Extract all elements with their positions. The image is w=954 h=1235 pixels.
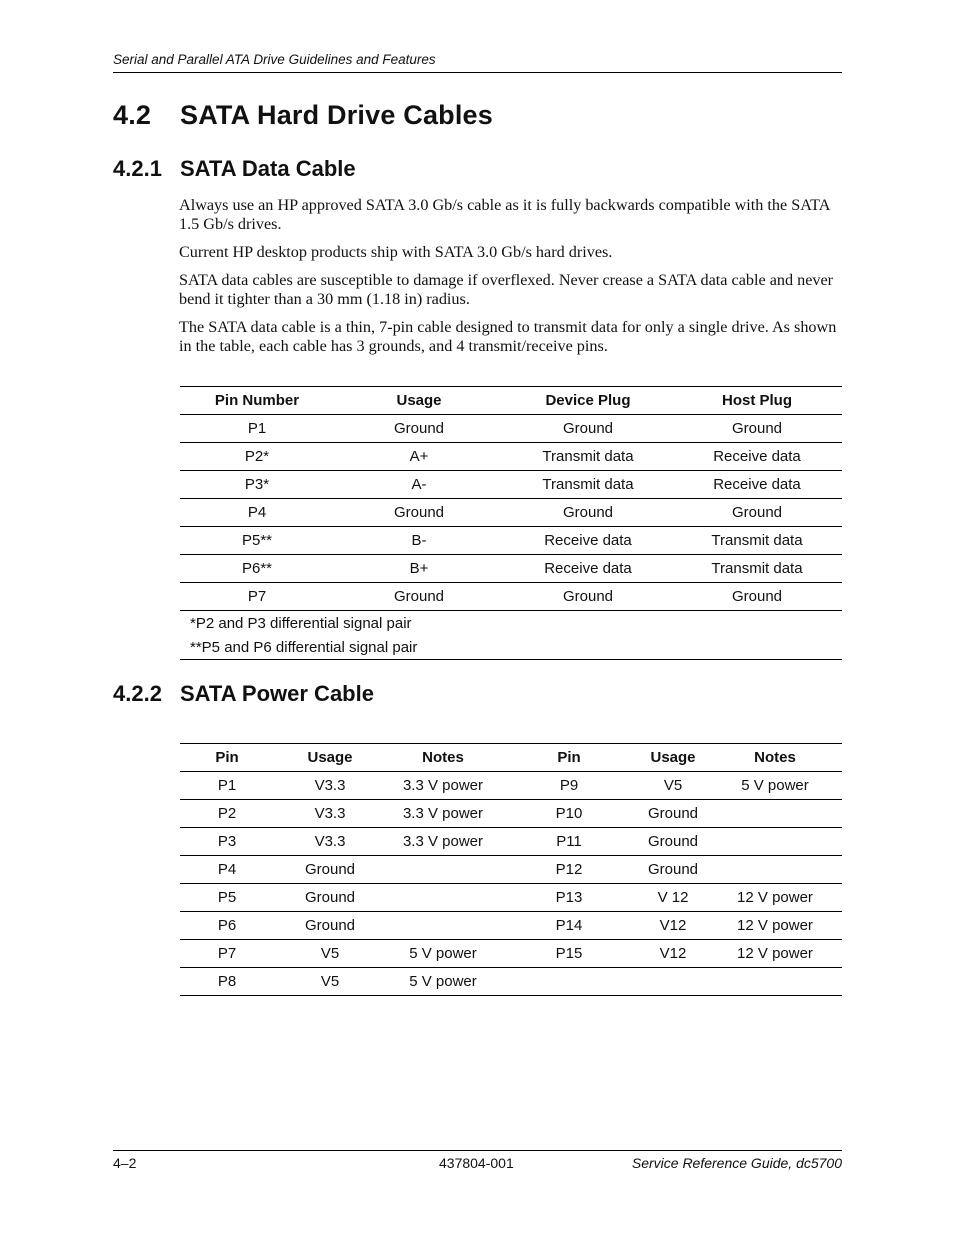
table-row [180, 583, 842, 611]
table-cell: B- [334, 527, 504, 555]
table-note: *P2 and P3 differential signal pair [190, 614, 412, 632]
table-header-row [180, 744, 842, 772]
table-row [180, 912, 842, 940]
table-cell: 5 V power [708, 772, 842, 800]
column-header: Usage [274, 744, 386, 772]
table-cell: B+ [334, 555, 504, 583]
table-note-row [180, 611, 842, 636]
table-cell: Ground [504, 499, 672, 527]
data-cable-number: 4.2.1 [113, 156, 162, 181]
table-cell: P1 [180, 772, 274, 800]
table-cell [708, 828, 842, 856]
table-row [180, 443, 842, 471]
table-cell: Transmit data [672, 555, 842, 583]
table-cell: Ground [638, 800, 708, 828]
table-row [180, 884, 842, 912]
table-cell: Ground [504, 415, 672, 443]
table-cell: V3.3 [274, 828, 386, 856]
table-cell: P2* [180, 443, 334, 471]
table-cell: Ground [334, 583, 504, 611]
table-cell: V12 [638, 940, 708, 968]
column-header: Notes [386, 744, 500, 772]
section-number: 4.2 [113, 100, 152, 130]
table-cell: V5 [274, 940, 386, 968]
column-header: Notes [708, 744, 842, 772]
table-cell: P3* [180, 471, 334, 499]
table-cell: 5 V power [386, 940, 500, 968]
data-cable-paragraph-4: The SATA data cable is a thin, 7-pin cable designed to transmit data for only a single drive. As shown in the table, each cable has 3 grounds, and 4 transmit/receive pins. [179, 318, 837, 355]
table-row [180, 772, 842, 800]
table-cell: Transmit data [504, 443, 672, 471]
table-row [180, 555, 842, 583]
table-cell: P7 [180, 583, 334, 611]
table-cell: V12 [638, 912, 708, 940]
table-cell: Ground [274, 912, 386, 940]
table-header-row [180, 387, 842, 415]
table-cell: V3.3 [274, 800, 386, 828]
table-cell [708, 800, 842, 828]
column-header: Pin [500, 744, 638, 772]
table-cell [500, 968, 638, 996]
table-cell: 5 V power [386, 968, 500, 996]
table-cell: 3.3 V power [386, 772, 500, 800]
running-header-title: Serial and Parallel ATA Drive Guidelines and Features [113, 52, 436, 67]
table-cell [638, 968, 708, 996]
table-row [180, 940, 842, 968]
table-cell: P12 [500, 856, 638, 884]
table-cell: Ground [672, 415, 842, 443]
table-cell [708, 856, 842, 884]
table-cell: P8 [180, 968, 274, 996]
table-cell: P4 [180, 856, 274, 884]
data-cable-paragraph-1: Always use an HP approved SATA 3.0 Gb/s cable as it is fully backwards compatible with the SATA 1.5 Gb/s drives. [179, 196, 830, 233]
table-cell: P3 [180, 828, 274, 856]
table-cell: Receive data [504, 527, 672, 555]
table-cell: V5 [274, 968, 386, 996]
table-cell [386, 912, 500, 940]
data-cable-pin-table [180, 386, 842, 660]
page-number: 4–2 [113, 1155, 137, 1171]
table-cell: P1 [180, 415, 334, 443]
table-cell: V3.3 [274, 772, 386, 800]
column-header: Host Plug [672, 387, 842, 415]
table-cell: P10 [500, 800, 638, 828]
table-cell: P5** [180, 527, 334, 555]
table-cell: P14 [500, 912, 638, 940]
table-row [180, 800, 842, 828]
guide-title: Service Reference Guide, dc5700 [631, 1155, 842, 1171]
table-cell: A+ [334, 443, 504, 471]
table-cell: V5 [638, 772, 708, 800]
table-note: **P5 and P6 differential signal pair [180, 635, 842, 660]
data-cable-paragraph-3: SATA data cables are susceptible to damage if overflexed. Never crease a SATA data cable and never bend it tighter than a 30 mm (1.18 in) radius. [179, 271, 834, 308]
table-cell: Transmit data [504, 471, 672, 499]
table-cell: P11 [500, 828, 638, 856]
data-cable-heading [113, 156, 356, 182]
power-cable-number: 4.2.2 [113, 681, 162, 706]
table-row [180, 471, 842, 499]
running-footer [113, 1150, 842, 1171]
table-cell [386, 884, 500, 912]
table-row [180, 499, 842, 527]
column-header: Pin [180, 744, 274, 772]
table-cell: Ground [672, 583, 842, 611]
power-cable-title: SATA Power Cable [180, 681, 374, 706]
section-title: SATA Hard Drive Cables [180, 100, 493, 130]
table-cell: P7 [180, 940, 274, 968]
table-row [180, 828, 842, 856]
table-cell: Ground [334, 415, 504, 443]
table-cell: P2 [180, 800, 274, 828]
table-cell: Receive data [672, 471, 842, 499]
table-cell: 12 V power [708, 912, 842, 940]
power-cable-pin-table [180, 743, 842, 996]
column-header: Pin Number [180, 387, 334, 415]
table-cell: P4 [180, 499, 334, 527]
power-cable-heading [113, 681, 374, 707]
table-row [180, 968, 842, 996]
table-cell: Receive data [504, 555, 672, 583]
column-header: Usage [334, 387, 504, 415]
table-row [180, 856, 842, 884]
table-cell: Ground [334, 499, 504, 527]
data-cable-title: SATA Data Cable [180, 156, 356, 181]
table-cell: Receive data [672, 443, 842, 471]
table-cell: P9 [500, 772, 638, 800]
table-cell: 3.3 V power [386, 800, 500, 828]
column-header: Device Plug [504, 387, 672, 415]
table-cell: Ground [638, 828, 708, 856]
table-cell: 12 V power [708, 940, 842, 968]
table-row [180, 415, 842, 443]
table-cell: Ground [274, 856, 386, 884]
table-cell: P6** [180, 555, 334, 583]
table-note-row [180, 635, 842, 660]
data-cable-paragraph-2: Current HP desktop products ship with SATA 3.0 Gb/s hard drives. [179, 243, 613, 261]
table-cell [708, 968, 842, 996]
table-cell: P6 [180, 912, 274, 940]
column-header: Usage [638, 744, 708, 772]
table-cell: P15 [500, 940, 638, 968]
section-heading [113, 100, 493, 131]
table-cell: Ground [504, 583, 672, 611]
table-row [180, 527, 842, 555]
table-cell: P5 [180, 884, 274, 912]
doc-number: 437804-001 [439, 1155, 514, 1171]
table-cell [386, 856, 500, 884]
table-cell: A- [334, 471, 504, 499]
running-header [113, 52, 842, 73]
table-cell: V 12 [638, 884, 708, 912]
table-cell: Transmit data [672, 527, 842, 555]
table-cell: P13 [500, 884, 638, 912]
table-cell: Ground [672, 499, 842, 527]
table-cell: 12 V power [708, 884, 842, 912]
table-cell: Ground [274, 884, 386, 912]
table-cell: 3.3 V power [386, 828, 500, 856]
table-cell: Ground [638, 856, 708, 884]
